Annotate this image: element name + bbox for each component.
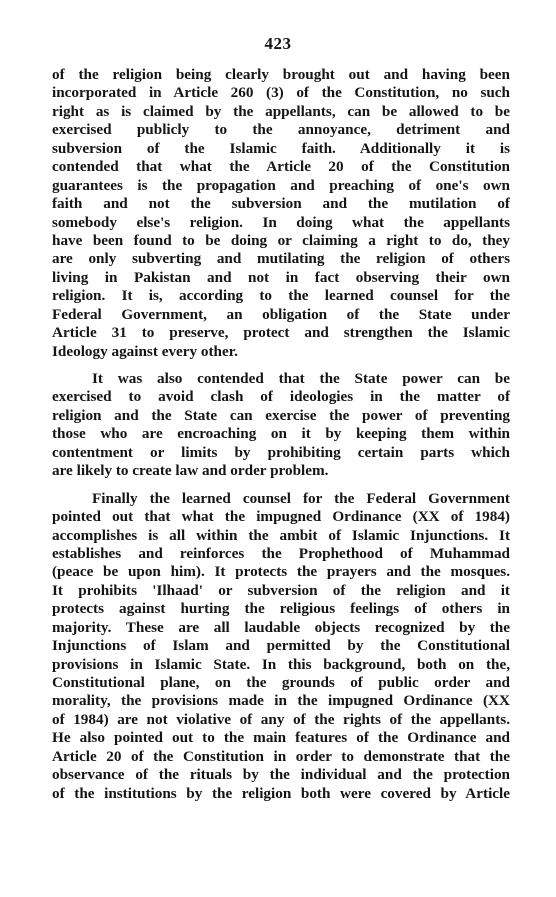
text-line: Finally the learned counsel for the Federal Government: [92, 489, 510, 507]
text-line: of the religion being clearly brought out and having been: [52, 66, 510, 83]
text-line: protects against hurting the religious feelings of others in: [52, 600, 510, 618]
text-line: It prohibits 'Ilhaad' or subversion of the religion and it: [52, 581, 510, 599]
text-line: right as is claimed by the appellants, can be allowed to be: [52, 102, 510, 120]
text-line: are only subverting and mutilating the religion of others: [52, 250, 510, 268]
text-line: subversion of the Islamic faith. Additionally it is: [52, 139, 510, 157]
text-line: pointed out that what the impugned Ordinance (XX of 1984): [52, 508, 510, 526]
text-line: morality, the provisions made in the impugned Ordinance (XX: [52, 692, 510, 710]
text-line: somebody else's religion. In doing what the appellants: [52, 213, 510, 231]
body-text: [52, 66, 510, 803]
paragraph: [52, 370, 510, 481]
text-line: accomplishes is all within the ambit of Islamic Injunctions. It: [52, 526, 510, 544]
text-line: provisions in Islamic State. In this background, both on the,: [52, 655, 510, 673]
paragraph: [52, 66, 510, 361]
text-line: religion. It is, according to the learned counsel for the: [52, 287, 510, 305]
text-line: Article 20 of the Constitution in order to demonstrate that the: [52, 747, 510, 765]
text-line: have been found to be doing or claiming a right to do, they: [52, 231, 510, 249]
text-line: contended that what the Article 20 of the Constitution: [52, 158, 510, 176]
text-line: observance of the rituals by the individual and the protection: [52, 766, 510, 784]
text-line: guarantees is the propagation and preaching of one's own: [52, 176, 510, 194]
text-line: living in Pakistan and not in fact observing their own: [52, 268, 510, 286]
paragraph-gap: [52, 361, 510, 370]
text-line: faith and not the subversion and the mutilation of: [52, 195, 510, 213]
text-line: (peace be upon him). It protects the prayers and the mosques.: [52, 563, 510, 581]
text-line: of 1984) are not violative of any of the rights of the appellants.: [52, 710, 510, 728]
text-line: religion and the State can exercise the power of preventing: [52, 406, 510, 424]
text-line: Article 31 to preserve, protect and strengthen the Islamic: [52, 324, 510, 342]
text-line: He also pointed out to the main features of the Ordinance and: [52, 729, 510, 747]
text-line: Injunctions of Islam and permitted by the Constitutional: [52, 637, 510, 655]
text-line: establishes and reinforces the Prophethood of Muhammad: [52, 544, 510, 562]
text-line: those who are encroaching on it by keeping them within: [52, 425, 510, 443]
text-line: incorporated in Article 260 (3) of the Constitution, no such: [52, 84, 510, 102]
page-number: 423: [264, 34, 292, 53]
text-line: Federal Government, an obligation of the State under: [52, 305, 510, 323]
paragraph: [52, 490, 510, 803]
text-line: contentment or limits by prohibiting certain parts which: [52, 443, 510, 461]
text-line: are likely to create law and order problem.: [52, 462, 329, 480]
paragraph-gap: [52, 481, 510, 490]
text-line: majority. These are all laudable objects recognized by the: [52, 618, 510, 636]
text-line: It was also contended that the State power can be: [92, 370, 510, 387]
text-line: Ideology against every other.: [52, 342, 238, 360]
text-line: exercised to avoid clash of ideologies in the matter of: [52, 388, 510, 406]
text-line: exercised publicly to the annoyance, detriment and: [52, 121, 510, 139]
text-line: Constitutional plane, on the grounds of public order and: [52, 674, 510, 691]
text-line: of the institutions by the religion both were covered by Article: [52, 784, 510, 802]
